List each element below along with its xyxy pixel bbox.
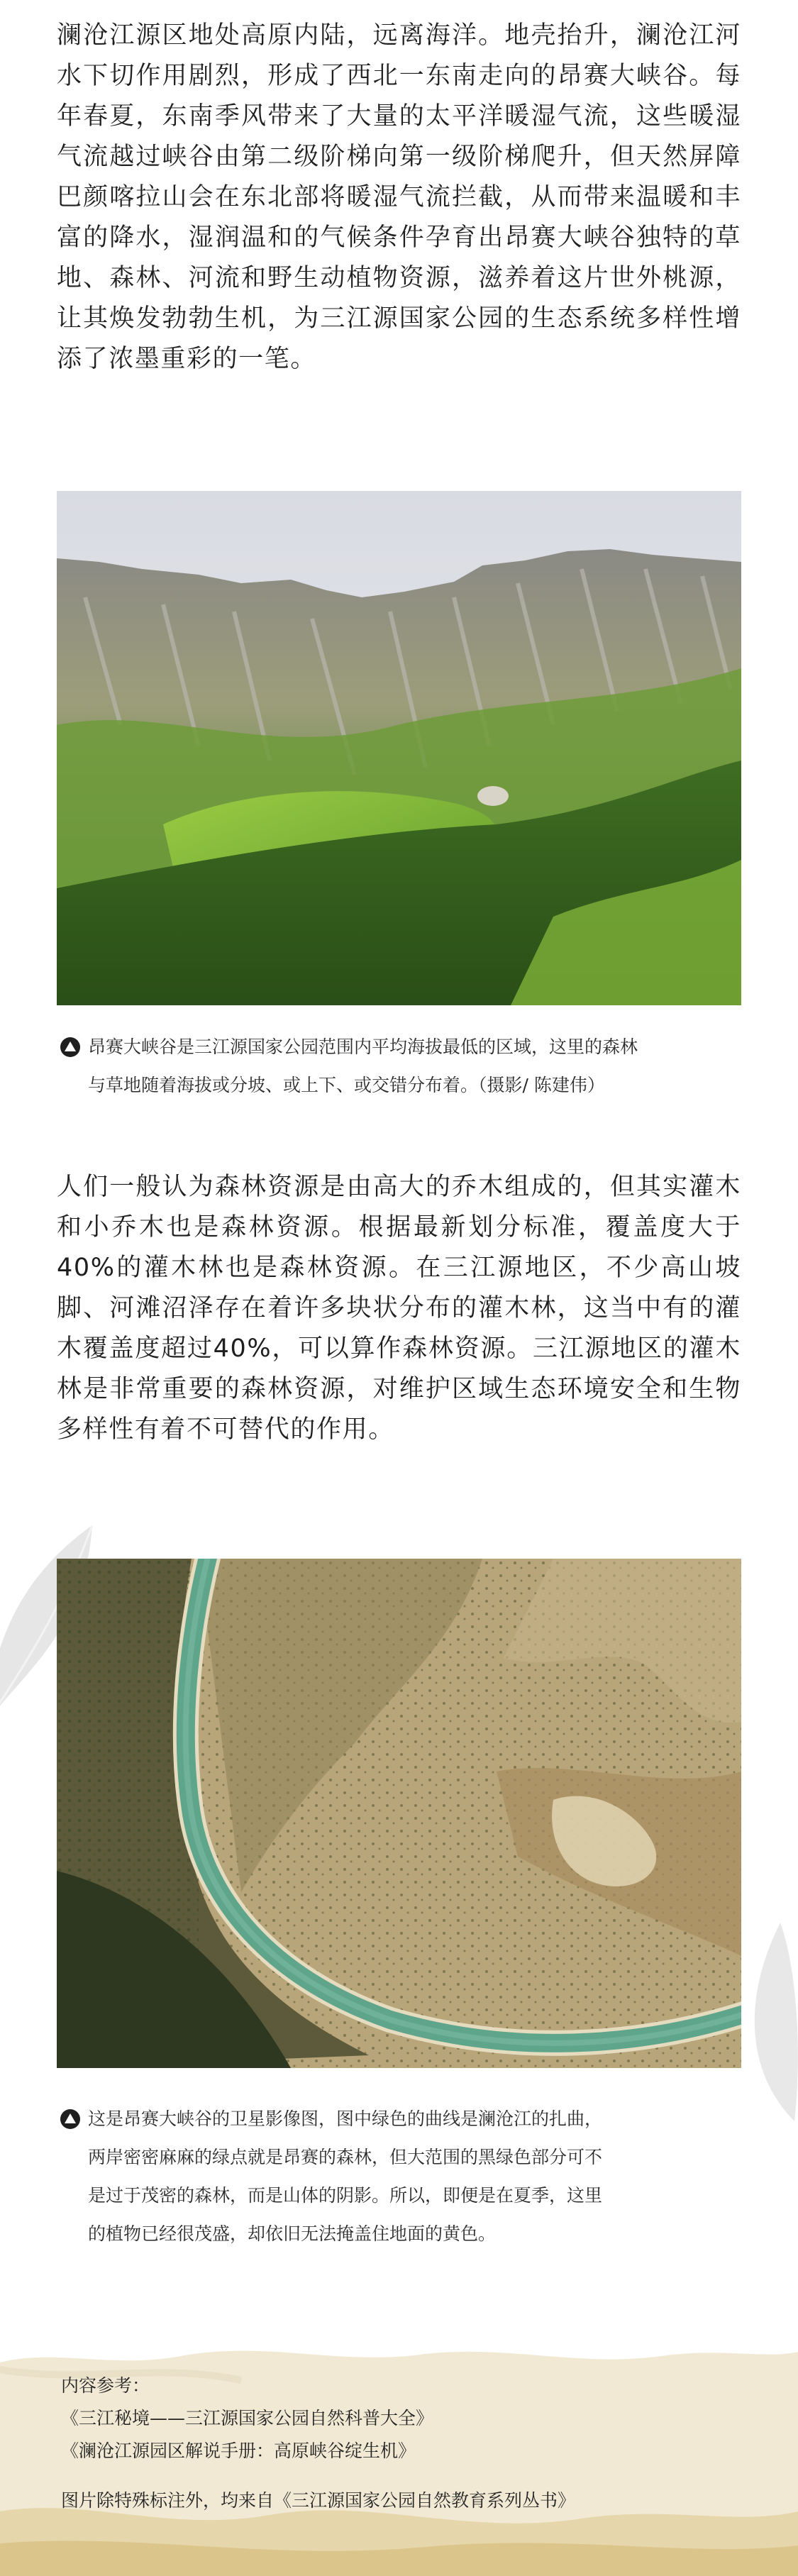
caption-line: 与草地随着海拔或分坡、或上下、或交错分布着。（摄影/ 陈建伟） — [88, 1075, 605, 1095]
triangle-in-circle-icon — [60, 1037, 81, 1058]
references-heading: 内容参考： — [61, 2375, 150, 2396]
satellite-caption — [60, 2100, 733, 2253]
satellite-image — [57, 1559, 741, 2068]
caption-line: 这是昂赛大峡谷的卫星影像图，图中绿色的曲线是澜沧江的扎曲， — [88, 2108, 603, 2129]
caption-line: 昂赛大峡谷是三江源国家公园范围内平均海拔最低的区域，这里的森林 — [88, 1037, 638, 1057]
caption-line: 两岸密密麻麻的绿点就是昂赛的森林，但大范围的黑绿色部分可不 — [88, 2147, 603, 2167]
image-credit: 图片除特殊标注外，均来自《三江源国家公园自然教育系列丛书》 — [61, 2490, 576, 2511]
caption-line: 的植物已经很茂盛，却依旧无法掩盖住地面的黄色。 — [88, 2223, 497, 2244]
caption-line: 是过于茂密的森林，而是山体的阴影。所以，即便是在夏季，这里 — [88, 2185, 603, 2206]
canyon-landscape-photo — [57, 491, 741, 1005]
references-section — [61, 2370, 735, 2517]
reference-item: 《澜沧江源园区解说手册：高原峡谷绽生机》 — [61, 2440, 416, 2461]
shrub-forest-paragraph: 人们一般认为森林资源是由高大的乔木组成的，但其实灌木和小乔木也是森林资源。根据最新划分标准，覆盖度大于40%的灌木林也是森林资源。在三江源地区，不少高山坡脚、河滩沼泽存在着许多块状分布的灌木林，这当中有的灌木覆盖度超过40%，可以算作森林资源。三江源地区的灌木林是非常重要的森林资源，对维护区域生态环境安全和生物多样性有着不可替代的作用。 — [57, 1173, 741, 1444]
intro-paragraph: 澜沧江源区地处高原内陆，远离海洋。地壳抬升，澜沧江河水下切作用剧烈，形成了西北一东南走向的昂赛大峡谷。每年春夏，东南季风带来了大量的太平洋暖湿气流，这些暖湿气流越过峡谷由第二级阶梯向第一级阶梯爬升，但天然屏障巴颜喀拉山会在东北部将暖湿气流拦截，从而带来温暖和丰富的降水，湿润温和的气候条件孕育出昂赛大峡谷独特的草地、森林、河流和野生动植物资源，滋养着这片世外桃源，让其焕发勃勃生机，为三江源国家公园的生态系统多样性增添了浓墨重彩的一笔。 — [57, 21, 741, 373]
reference-item: 《三江秘境——三江源国家公园自然科普大全》 — [61, 2408, 434, 2428]
photo-caption — [60, 1028, 733, 1105]
triangle-in-circle-icon — [60, 2108, 81, 2130]
